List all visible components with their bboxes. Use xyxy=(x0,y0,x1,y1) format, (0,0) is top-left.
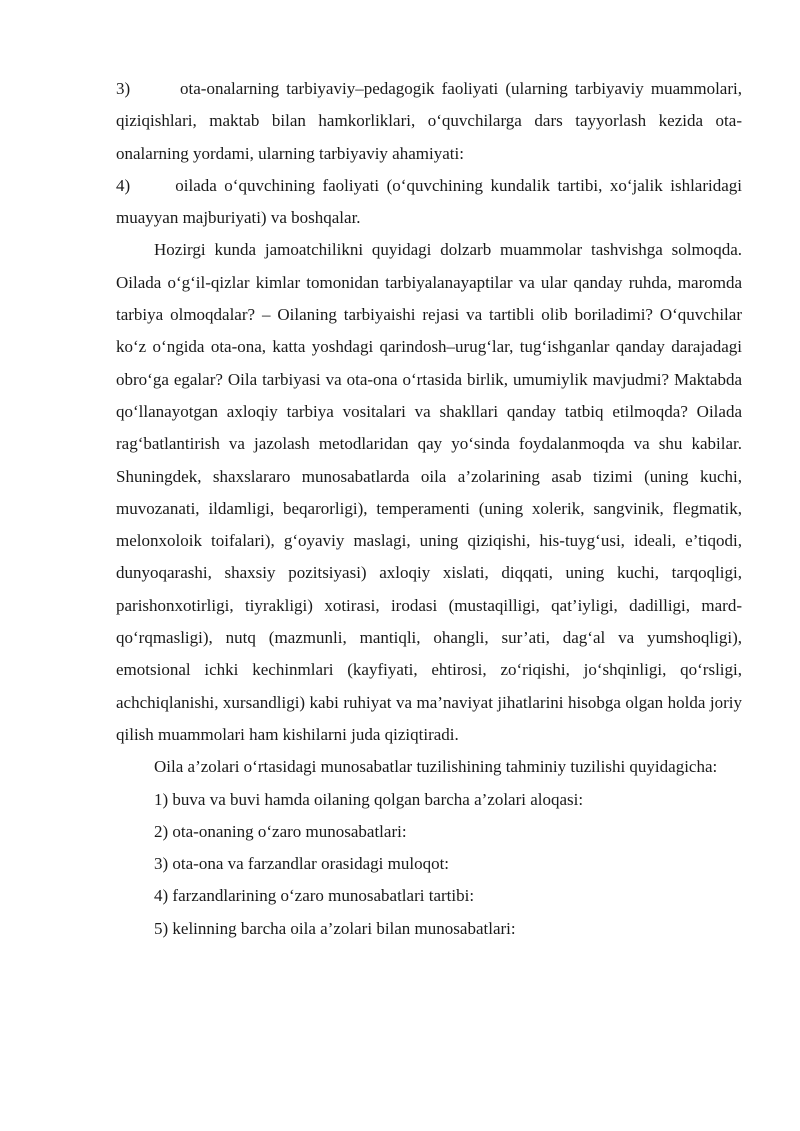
list-item-2: 2) ota-onaning o‘zaro munosabatlari: xyxy=(154,821,407,841)
document-page xyxy=(116,73,742,945)
body-paragraph-problems: Hozirgi kunda jamoatchilikni quyidagi dolzarb muammolar tashvishga solmoqda. Oilada o‘g‘il-qizlar kimlar tomonidan tarbiyalanayaptilar va ular qanday ruhda, maromda tarbiya olmoqdalar? – Oilaning tarbiyaishi rejasi va tartibli olib boriladimi? O‘quvchilar ko‘z o‘ngida ota-ona, katta yoshdagi qarindosh–urug‘lar, tug‘ishganlar qanday darajadagi obro‘ga egalar? Oila tarbiyasi va ota-ona o‘rtasida birlik, umumiylik mavjudmi? Maktabda qo‘llanayotgan axloqiy tarbiya vositalari va shakllari qanday tatbiq etilmoqda? Oilada rag‘batlantirish va jazolash metodlaridan qay yo‘sinda foydalanmoqda va shu kabilar. Shuningdek, shaxslararo munosabatlarda oila a’zolarining asab tizimi (uning kuchi, muvozanati, ildamligi, beqarorligi), temperamenti (uning xolerik, sangvinik, flegmatik, melonxoloik toifalari), g‘oyaviy maslagi, uning qiziqishi, his-tuyg‘usi, ideali, e’tiqodi, dunyoqarashi, shaxsiy pozitsiyasi) axloqiy xislati, diqqati, uning kuchi, tarqoqligi, parishonxotirligi, tiyrakligi) xotirasi, irodasi (mustaqilligi, qat’iyligi, dadilligi, mard-qo‘rqmasligi), nutq (mazmunli, mantiqli, ohangli, sur’ati, dag‘al va yumshoqligi), emotsional ichki kechinmlari (kayfiyati, ehtirosi, zo‘riqishi, jo‘shqinligi, qo‘rsligi, achchiqlanishi, xursandligi) kabi ruhiyat va ma’naviyat jihatlarini hisobga olgan holda joriy qilish muammolari ham kishilarni juda qiziqtiradi. xyxy=(116,240,742,744)
numbered-item-3: 3) ota-onalarning tarbiyaviy–pedagogik faoliyati (ularning tarbiyaviy muammolari, qiziqishlari, maktab bilan hamkorliklari, o‘quvchilarga dars tayyorlash kezida ota-onalarning yordami, ularning tarbiyaviy ahamiyati: xyxy=(116,79,742,163)
list-item-3: 3) ota-ona va farzandlar orasidagi muloqot: xyxy=(154,854,450,874)
body-paragraph-structure: Oila a’zolari o‘rtasidagi munosabatlar tuzilishining tahminiy tuzilishi quyidagicha: xyxy=(154,757,718,777)
numbered-item-4: 4) oilada o‘quvchining faoliyati (o‘quvchining kundalik tartibi, xo‘jalik ishlaridagi muayyan majburiyati) va boshqalar. xyxy=(116,175,742,228)
list-item-4: 4) farzandlarining o‘zaro munosabatlari tartibi: xyxy=(154,886,475,906)
list-item-5: 5) kelinning barcha oila a’zolari bilan munosabatlari: xyxy=(154,918,516,938)
list-item-1: 1) buva va buvi hamda oilaning qolgan barcha a’zolari aloqasi: xyxy=(154,789,584,809)
